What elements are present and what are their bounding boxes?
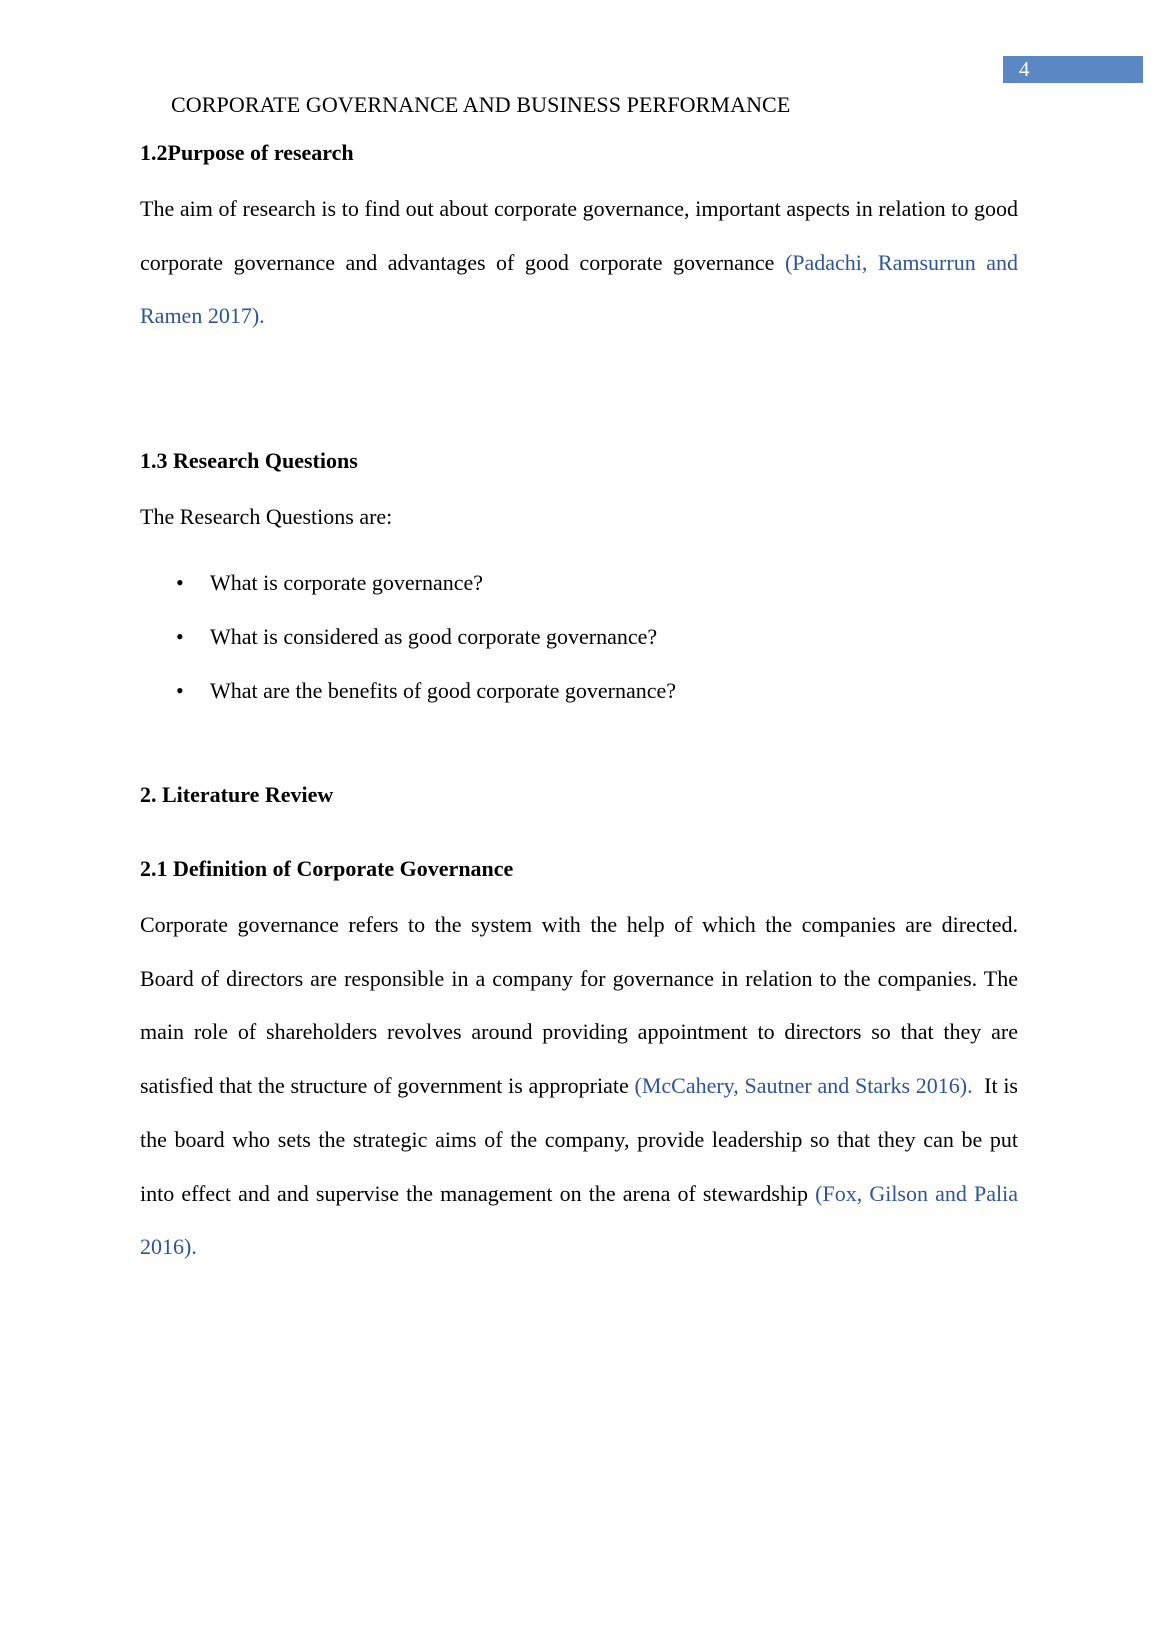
list-item (140, 664, 676, 718)
paragraph-purpose (140, 182, 1018, 343)
citation-mccahery: (McCahery, Sautner and Starks 2016). (634, 1073, 973, 1099)
paragraph-definition-text-2: It is the board who sets the strategic aims of the company, provide leadership so that they can be put into effect and and supervise the management on the arena of stewardship (140, 1073, 1024, 1206)
heading-literature-review: 2. Literature Review (140, 782, 334, 807)
heading-research-questions: 1.3 Research Questions (140, 448, 358, 473)
research-questions-intro: The Research Questions are: (140, 504, 393, 529)
bullet-icon: • (176, 678, 184, 703)
citation-padachi: (Padachi, Ramsurrun and Ramen 2017). (140, 249, 1018, 329)
research-questions-list (140, 556, 676, 718)
paragraph-definition-text-1: Corporate governance refers to the system with the help of which the companies are directed. Board of directors are responsible in a company for governance in relation to the companies. The main role of shareholders revolves around providing appointment to directors so that they are satisfied that the structure of government is appropriate (140, 912, 1018, 1099)
citation-fox: (Fox, Gilson and Palia 2016). (140, 1180, 1018, 1260)
heading-definition-corporate-governance: 2.1 Definition of Corporate Governance (140, 856, 514, 881)
running-header: CORPORATE GOVERNANCE AND BUSINESS PERFORMANCE (171, 92, 791, 117)
paragraph-definition (140, 898, 1024, 1274)
question-text: What is considered as good corporate governance? (210, 624, 658, 649)
bullet-icon: • (176, 624, 184, 649)
heading-purpose-of-research: 1.2Purpose of research (140, 140, 354, 165)
paragraph-purpose-text: The aim of research is to find out about corporate governance, important aspects in relation to good corporate governance and advantages of good corporate governance (140, 196, 1018, 275)
list-item (140, 556, 676, 610)
page-number-box (1003, 56, 1143, 83)
list-item (140, 610, 676, 664)
page-number: 4 (1019, 57, 1030, 81)
bullet-icon: • (176, 570, 184, 595)
question-text: What are the benefits of good corporate governance? (210, 678, 677, 703)
question-text: What is corporate governance? (210, 570, 484, 595)
